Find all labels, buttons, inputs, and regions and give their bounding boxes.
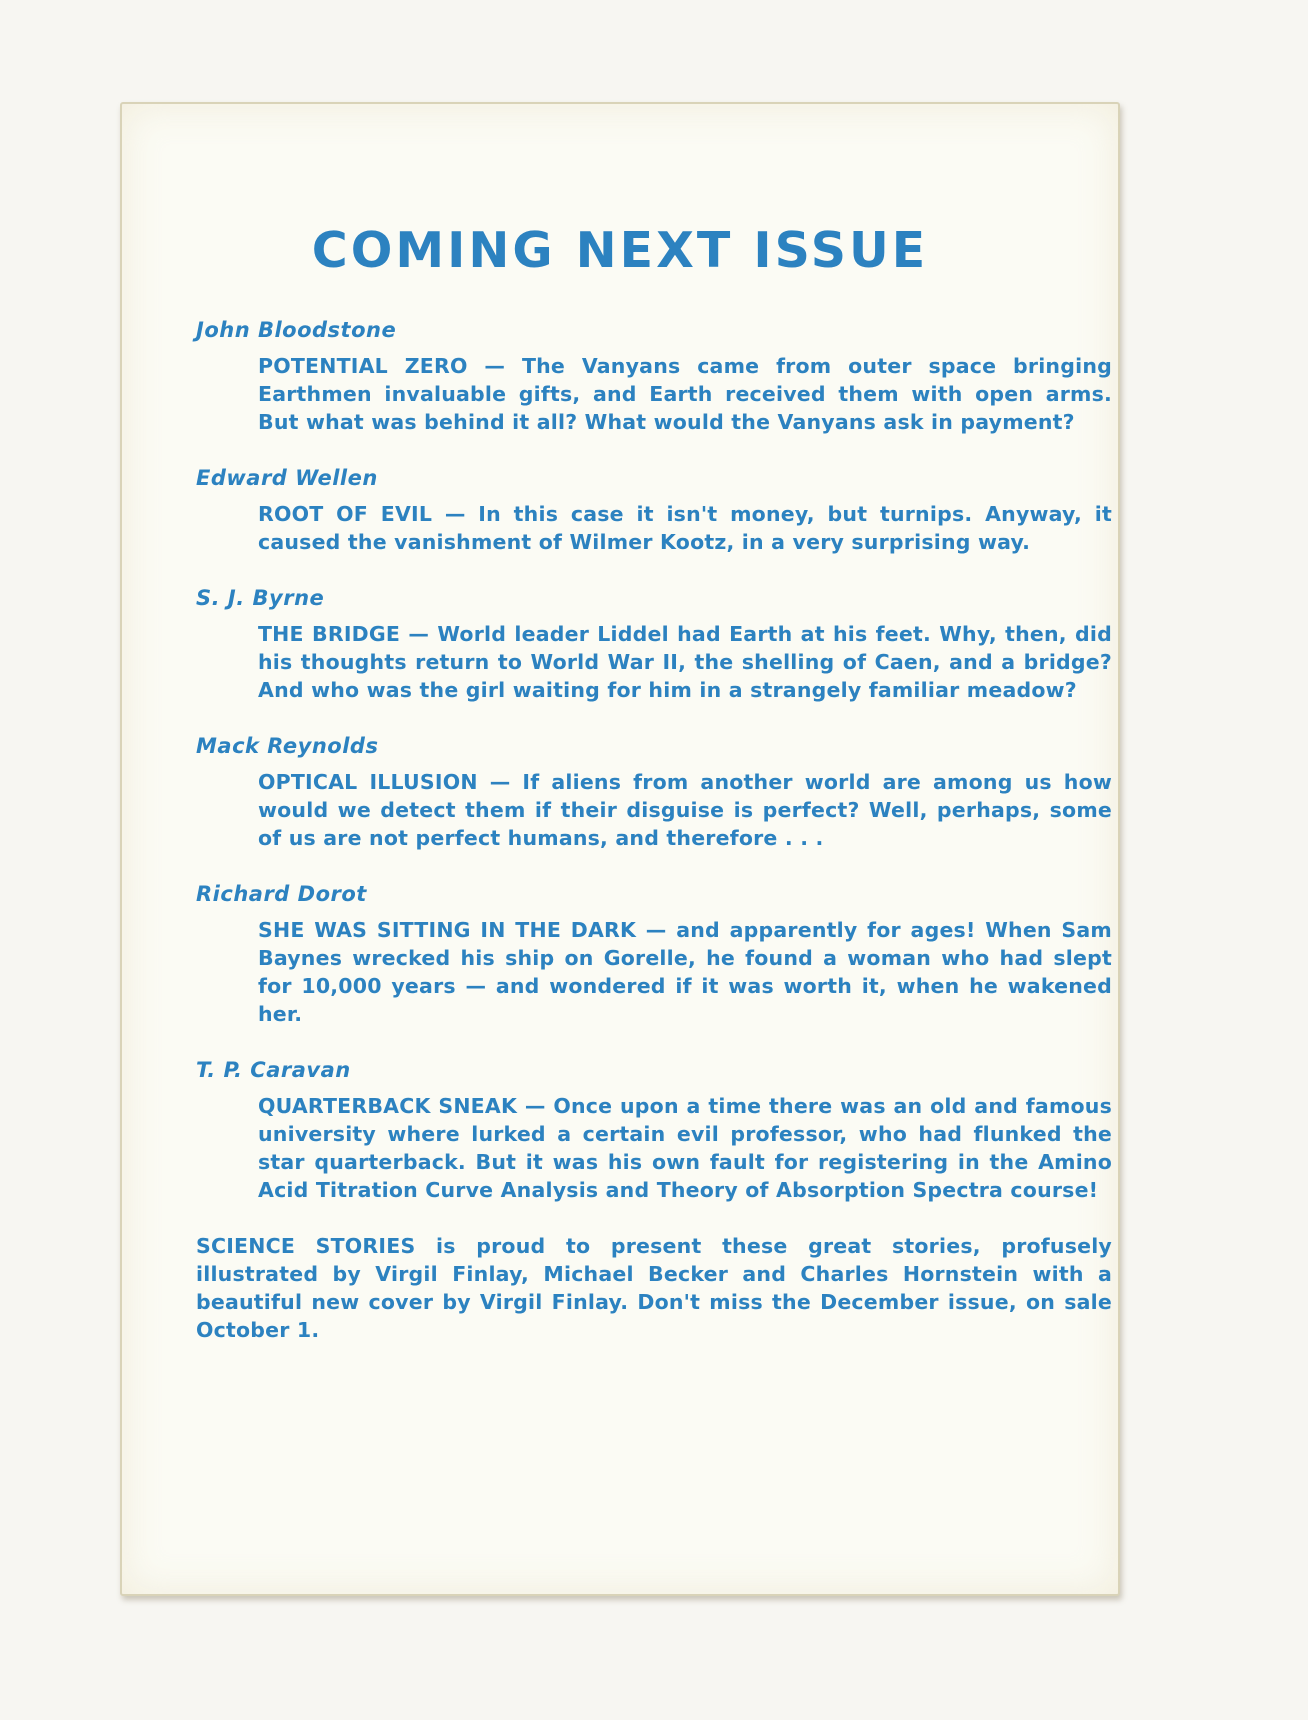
story-entry bbox=[196, 464, 1112, 556]
story-entry bbox=[196, 316, 1112, 436]
story-description: THE BRIDGE — World leader Liddel had Earth at his feet. Why, then, did his thoughts return to World War II, the shelling of Caen, and a bridge? And who was the girl waiting for him in a strangely familiar meadow? bbox=[258, 622, 1112, 702]
story-description: QUARTERBACK SNEAK — Once upon a time there was an old and famous university where lurked a certain evil professor, who had flunked the star quarterback. But it was his own fault for registering in the Amino Acid Titration Curve Analysis and Theory of Absorption Spectra course! bbox=[258, 1094, 1112, 1202]
story-description: OPTICAL ILLUSION — If aliens from another world are among us how would we detect them if their disguise is perfect? Well, perhaps, some of us are not perfect humans, and therefore . . . bbox=[258, 770, 1112, 850]
page-title: COMING NEXT ISSUE bbox=[311, 222, 929, 279]
story-entry bbox=[196, 584, 1112, 704]
magazine-back-cover bbox=[120, 102, 1120, 1596]
story-author: John Bloodstone bbox=[196, 318, 397, 342]
story-entry bbox=[196, 732, 1112, 852]
story-list bbox=[196, 316, 1112, 1344]
story-description: SHE WAS SITTING IN THE DARK — and apparently for ages! When Sam Baynes wrecked his ship on Gorelle, he found a woman who had slept for 10,000 years — and wondered if it was worth it, when he wakened her. bbox=[258, 918, 1112, 1026]
story-entry bbox=[196, 1056, 1112, 1204]
story-description: POTENTIAL ZERO — The Vanyans came from outer space bringing Earthmen invaluable gifts, and Earth received them with open arms. But what was behind it all? What would the Vanyans ask in payment? bbox=[258, 354, 1112, 434]
closing-paragraph: SCIENCE STORIES is proud to present these great stories, profusely illustrated by Virgil Finlay, Michael Becker and Charles Hornstein with a beautiful new cover by Virgil Finlay. Don't miss the December issue, on sale October 1. bbox=[196, 1234, 1112, 1342]
story-author: S. J. Byrne bbox=[196, 586, 325, 610]
story-author: Edward Wellen bbox=[196, 466, 378, 490]
story-author: Richard Dorot bbox=[196, 882, 367, 906]
story-author: T. P. Caravan bbox=[196, 1058, 351, 1082]
story-description: ROOT OF EVIL — In this case it isn't money, but turnips. Anyway, it caused the vanishment of Wilmer Kootz, in a very surprising way. bbox=[258, 502, 1112, 554]
story-entry bbox=[196, 880, 1112, 1028]
story-author: Mack Reynolds bbox=[196, 734, 379, 758]
